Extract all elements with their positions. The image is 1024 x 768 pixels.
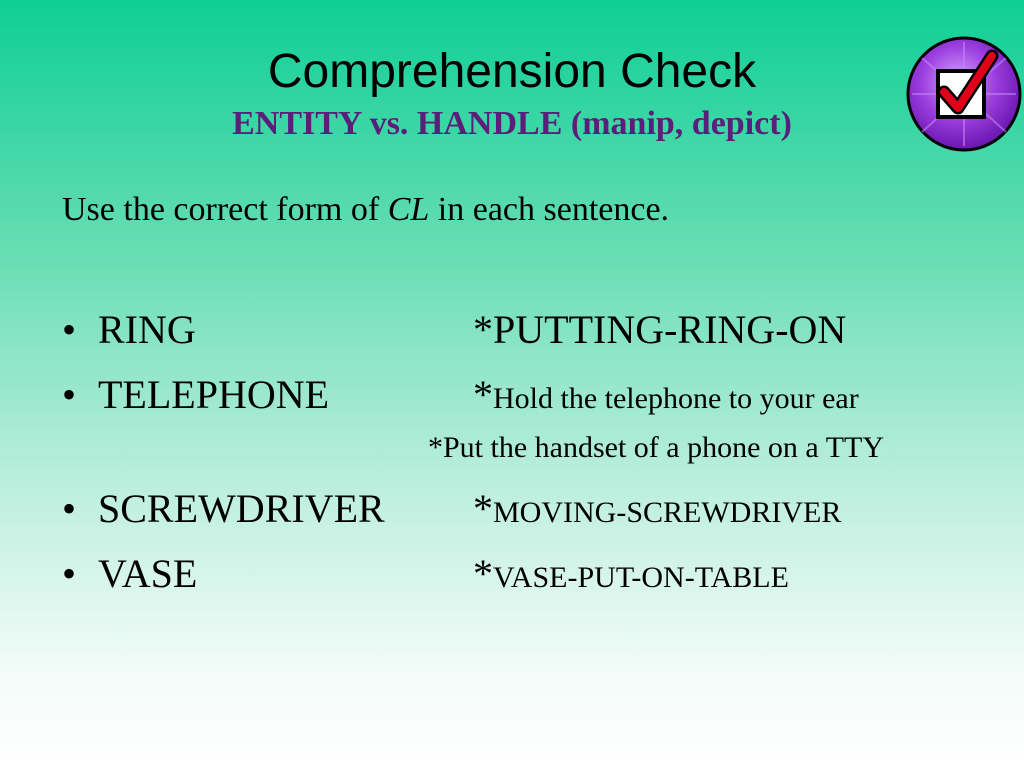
- answer-label: MOVING-SCREWDRIVER: [493, 496, 842, 529]
- term-label: TELEPHONE: [98, 372, 330, 417]
- instruction-after: in each sentence.: [429, 191, 670, 228]
- answer-star: *: [473, 307, 493, 352]
- bullet-dot: •: [62, 307, 77, 352]
- instruction-before: Use the correct form of: [62, 191, 388, 228]
- answer-text: [473, 305, 846, 355]
- list-item-term: [62, 305, 196, 355]
- bullet-dot: •: [62, 372, 77, 417]
- answer-star: *: [473, 372, 493, 417]
- bullet-dot: •: [62, 551, 77, 596]
- instruction-text: [62, 188, 669, 232]
- answer-text: [473, 484, 841, 538]
- answer-label: VASE-PUT-ON-TABLE: [493, 561, 789, 594]
- list-item-term: [62, 484, 385, 534]
- list-item-term: [62, 370, 329, 420]
- bullet-dot: •: [62, 486, 77, 531]
- answer-label: Hold the telephone to your ear: [493, 382, 859, 415]
- term-label: VASE: [98, 551, 198, 596]
- answer-text: [473, 549, 789, 603]
- checkbox-checked-icon: [906, 36, 1022, 152]
- instruction-emphasis: CL: [387, 191, 430, 228]
- answer-star: *: [473, 486, 493, 531]
- slide-subtitle: ENTITY vs. HANDLE (manip, depict): [232, 105, 792, 142]
- list-item-term: [62, 549, 197, 599]
- term-label: SCREWDRIVER: [98, 486, 385, 531]
- slide-title: Comprehension Check: [267, 45, 757, 98]
- answer-star: *: [473, 551, 493, 596]
- answer-label: PUTTING-RING-ON: [493, 307, 847, 352]
- term-label: RING: [98, 307, 196, 352]
- answer-extra-text: *Put the handset of a phone on a TTY: [428, 431, 885, 464]
- answer-text: [473, 370, 859, 424]
